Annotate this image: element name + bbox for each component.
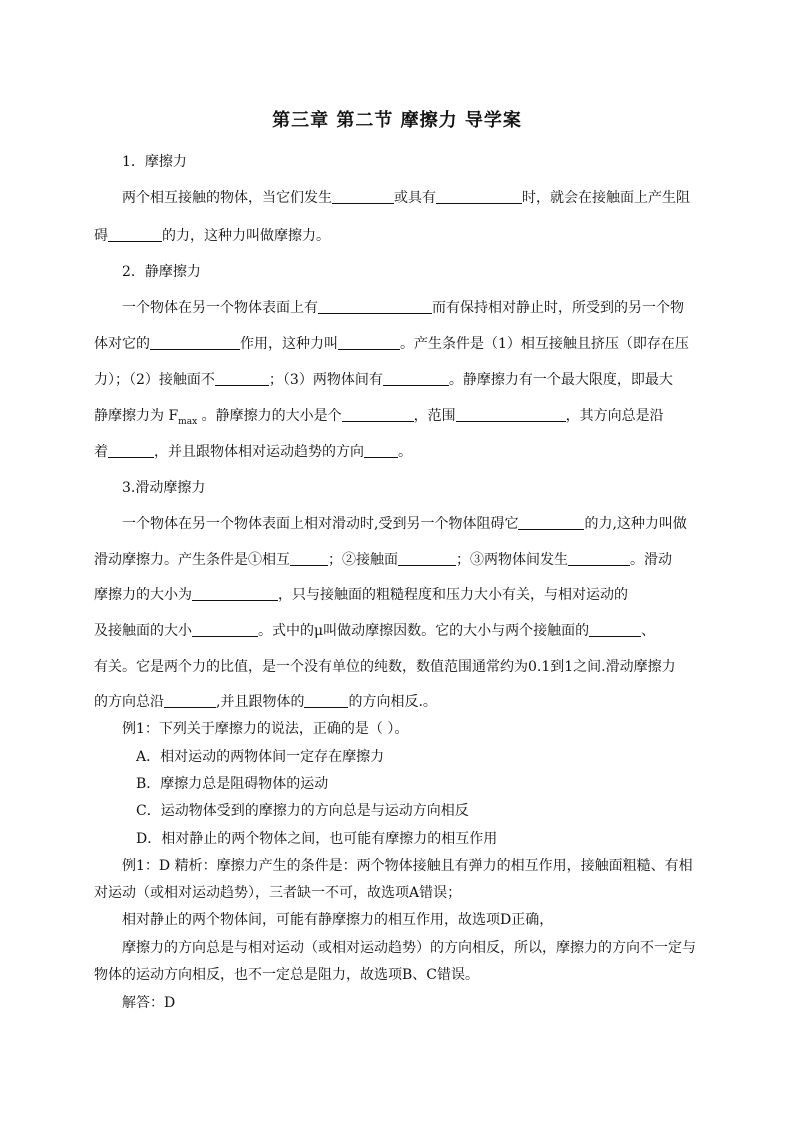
s2-line-5	[94, 442, 412, 462]
section-2-heading: 2．静摩擦力	[122, 264, 201, 280]
text: 着	[94, 444, 108, 460]
text: 。滑动	[630, 552, 672, 568]
text: 体对它的	[94, 336, 150, 352]
blank	[150, 335, 240, 350]
blank	[436, 189, 522, 204]
blank	[332, 189, 394, 204]
text: ，并且跟物体相对运动趋势的方向	[154, 444, 364, 460]
answer: 解答：D	[122, 995, 176, 1011]
example-question: 例1：下列关于摩擦力的说法，正确的是（ ）。	[122, 721, 409, 737]
text: 的力，这种力叫做摩擦力。	[162, 228, 330, 244]
text: ，只与接触面的粗糙程度和压力大小有关，与相对运动的	[278, 587, 628, 603]
s3-line-5: 有关。它是两个力的比值，是一个没有单位的纯数，数值范围通常约为0.1到1之间.滑动摩擦力	[94, 659, 676, 675]
text: 力）；（2）接触面不	[94, 372, 215, 388]
text: 。产生条件是（1）相互接触且挤压（即存在压	[400, 336, 689, 352]
analysis-line-2: 对运动（或相对运动趋势），三者缺一不可，故选项A错误；	[94, 885, 462, 901]
text: 时，就会在接触面上产生阻	[522, 190, 690, 206]
blank	[518, 515, 584, 530]
analysis-line-3: 相对静止的两个物体间，可能有静摩擦力的相互作用，故选项D正确，	[122, 912, 554, 928]
s3-line-4	[94, 621, 655, 641]
section-3-heading: 3.滑动摩擦力	[122, 480, 206, 496]
option-d: D．相对静止的两个物体之间，也可能有摩擦力的相互作用	[136, 831, 498, 847]
blank	[108, 443, 154, 458]
s2-line-3	[94, 370, 673, 390]
blank	[568, 551, 630, 566]
blank	[290, 551, 328, 566]
text: 的力,这种力叫做	[584, 516, 687, 532]
text: 的方向总沿	[94, 694, 164, 710]
text: 滑动摩擦力。产生条件是①相互	[94, 552, 290, 568]
blank	[342, 407, 414, 422]
text: ,并且跟物体的	[216, 694, 305, 710]
blank	[192, 586, 278, 601]
s3-line-1	[122, 514, 687, 534]
option-b: B．摩擦力总是阻碍物体的运动	[136, 776, 329, 792]
text: ；（3）两物体间有	[268, 372, 383, 388]
option-a: A．相对运动的两物体间一定存在摩擦力	[136, 749, 385, 765]
text: 两个相互接触的物体，当它们发生	[122, 190, 332, 206]
s2-line-4	[94, 406, 664, 432]
s3-line-2	[94, 550, 672, 570]
blank	[398, 551, 456, 566]
text: 静摩擦力为 F	[94, 408, 179, 424]
text: ；③两物体间发生	[456, 552, 568, 568]
analysis-line-4: 摩擦力的方向总是与相对运动（或相对运动趋势）的方向相反，所以，摩擦力的方向不一定与	[122, 940, 696, 956]
text: 而有保持相对静止时，所受到的另一个物	[432, 300, 684, 316]
blank	[456, 407, 566, 422]
subscript: max	[178, 416, 198, 427]
text: 或具有	[394, 190, 436, 206]
text: 。式中的μ叫做动摩擦因数。它的大小与两个接触面的	[258, 623, 590, 639]
option-c: C．运动物体受到的摩擦力的方向总是与运动方向相反	[136, 803, 469, 819]
page-title: 第三章 第二节 摩擦力 导学案	[272, 110, 522, 131]
text: 。静摩擦力有一个最大限度，即最大	[448, 372, 673, 388]
text: ；②接触面	[328, 552, 398, 568]
blank	[383, 371, 449, 386]
section-1-heading: 1．摩擦力	[122, 154, 187, 170]
blank	[304, 693, 348, 708]
text: ，范围	[413, 408, 456, 424]
s2-line-1	[122, 298, 684, 318]
s1-line-2	[94, 226, 330, 246]
analysis-line-1: 例1：D 精析：摩擦力产生的条件是：两个物体接触且有弹力的相互作用，接触面粗糙、有相	[122, 858, 693, 874]
text: 及接触面的大小	[94, 623, 192, 639]
blank	[164, 693, 216, 708]
s1-line-1	[122, 188, 690, 208]
text: 一个物体在另一个物体表面上相对滑动时,受到另一个物体阻碍它	[122, 516, 519, 532]
text: 一个物体在另一个物体表面上有	[122, 300, 318, 316]
text: 作用，这种力叫	[240, 336, 338, 352]
blank	[318, 299, 432, 314]
s2-line-2	[94, 334, 689, 354]
s3-line-6	[94, 692, 437, 712]
text: 摩擦力的大小为	[94, 587, 192, 603]
blank	[192, 622, 258, 637]
blank	[215, 371, 269, 386]
blank	[338, 335, 400, 350]
text: 碍	[94, 228, 108, 244]
text: 、	[641, 623, 656, 639]
s3-line-3	[94, 585, 628, 605]
text: 。	[398, 444, 412, 460]
text: 的方向相反.。	[348, 694, 437, 710]
blank	[364, 443, 398, 458]
blank	[108, 227, 162, 242]
blank	[589, 622, 641, 637]
analysis-line-5: 物体的运动方向相反，也不一定总是阻力，故选项B、C错误。	[94, 967, 479, 983]
text: ，其方向总是沿	[565, 408, 664, 424]
text: 。静摩擦力的大小是个	[197, 408, 342, 424]
